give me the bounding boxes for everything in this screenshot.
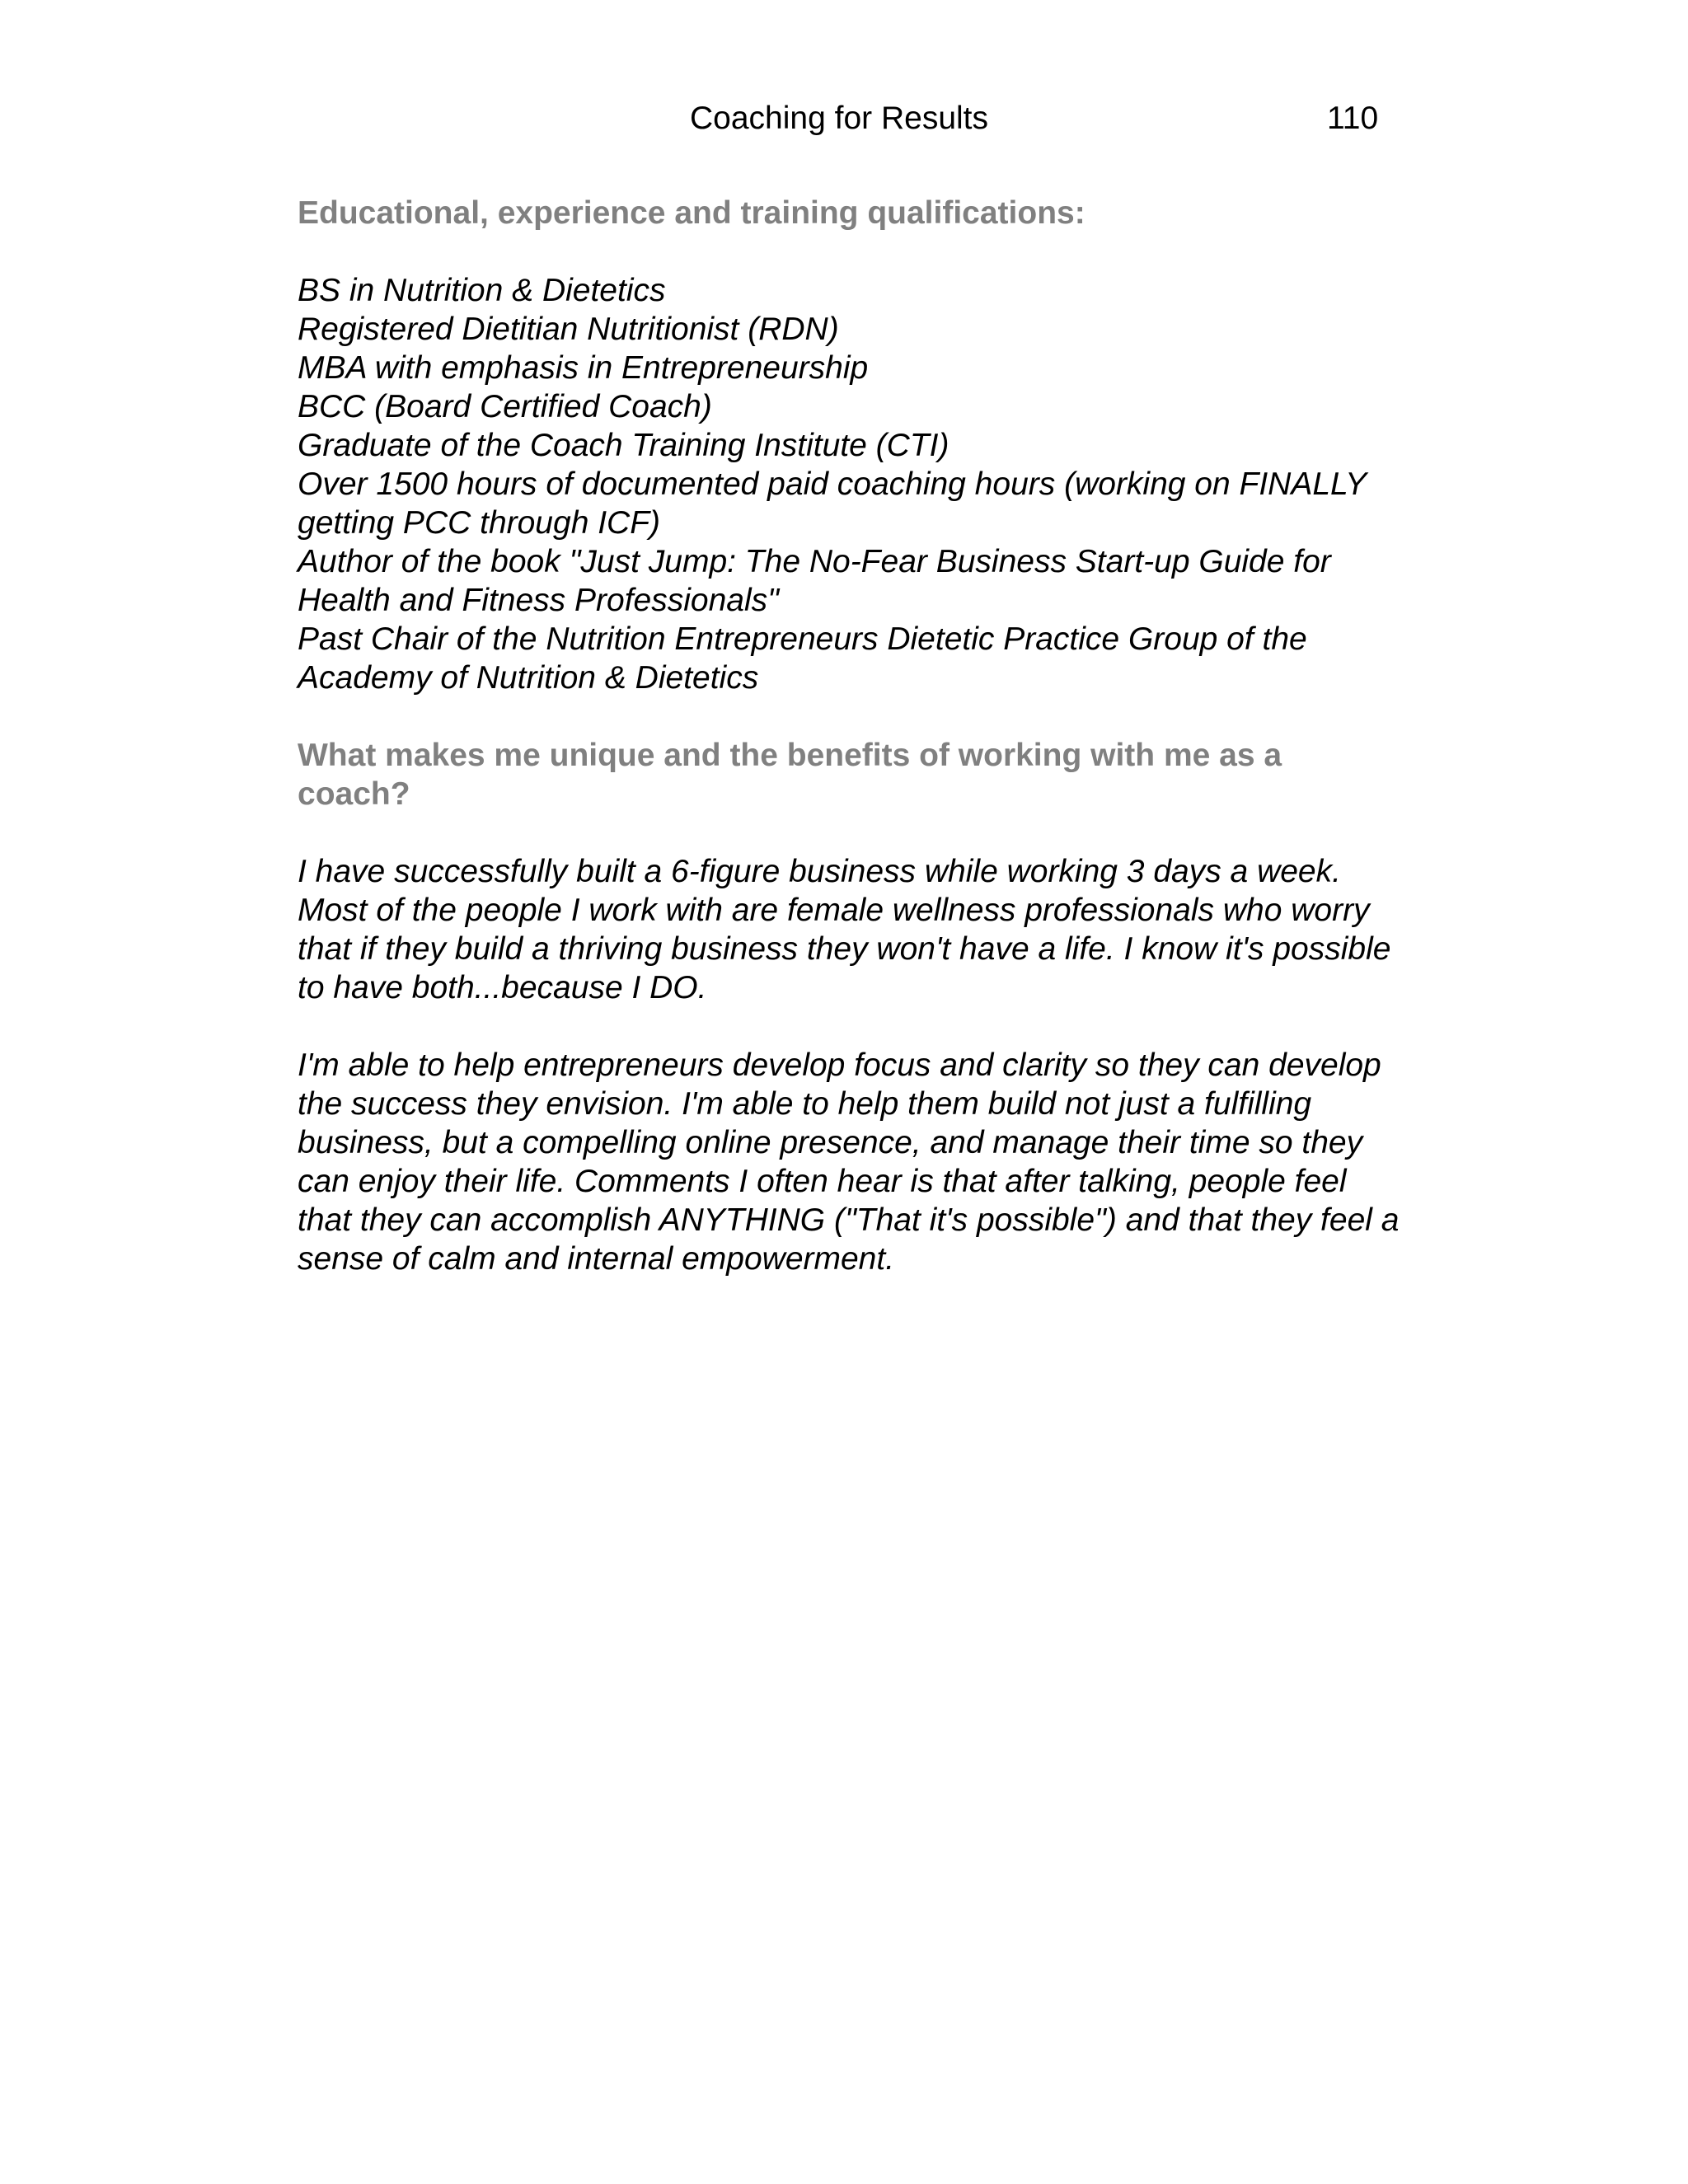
list-item: Past Chair of the Nutrition Entrepreneurs Dietetic Practice Group of the Academy of Nutrition & Dietetics <box>298 621 1307 696</box>
list-item: BCC (Board Certified Coach) <box>298 389 712 424</box>
list-item: Graduate of the Coach Training Institute (CTI) <box>298 428 950 463</box>
unique-heading: What makes me unique and the benefits of working with me as a coach? <box>298 738 1282 812</box>
unique-paragraph-1: I have successfully built a 6-figure business while working 3 days a week. Most of the people I work with are female wellness professionals who worry that if they build a thriving business they won't have a life. I know it's possible to have both...because I DO. <box>298 854 1391 1005</box>
page-number: 110 <box>1327 101 1379 136</box>
unique-paragraph-2: I'm able to help entrepreneurs develop focus and clarity so they can develop the success they envision. I'm able to help them build not just a fulfilling business, but a compelling online presence, and manage their time so they can enjoy their life. Comments I often hear is that after talking, people feel that they can accomplish ANYTHING ("That it's possible") and that they feel a sense of calm and internal empowerment. <box>298 1047 1400 1277</box>
list-item: BS in Nutrition & Dietetics <box>298 273 666 308</box>
list-item: Author of the book "Just Jump: The No-Fear Business Start-up Guide for Health and Fitness Professionals" <box>298 544 1331 618</box>
qualifications-heading: Educational, experience and training qualifications: <box>298 195 1085 231</box>
list-item: Registered Dietitian Nutritionist (RDN) <box>298 312 839 347</box>
page-content <box>298 194 1402 1278</box>
qualifications-list <box>298 271 1402 697</box>
list-item: MBA with emphasis in Entrepreneurship <box>298 350 869 386</box>
running-header-title: Coaching for Results <box>690 101 989 136</box>
page-header <box>0 97 1688 140</box>
list-item: Over 1500 hours of documented paid coaching hours (working on FINALLY getting PCC through ICF) <box>298 466 1367 541</box>
